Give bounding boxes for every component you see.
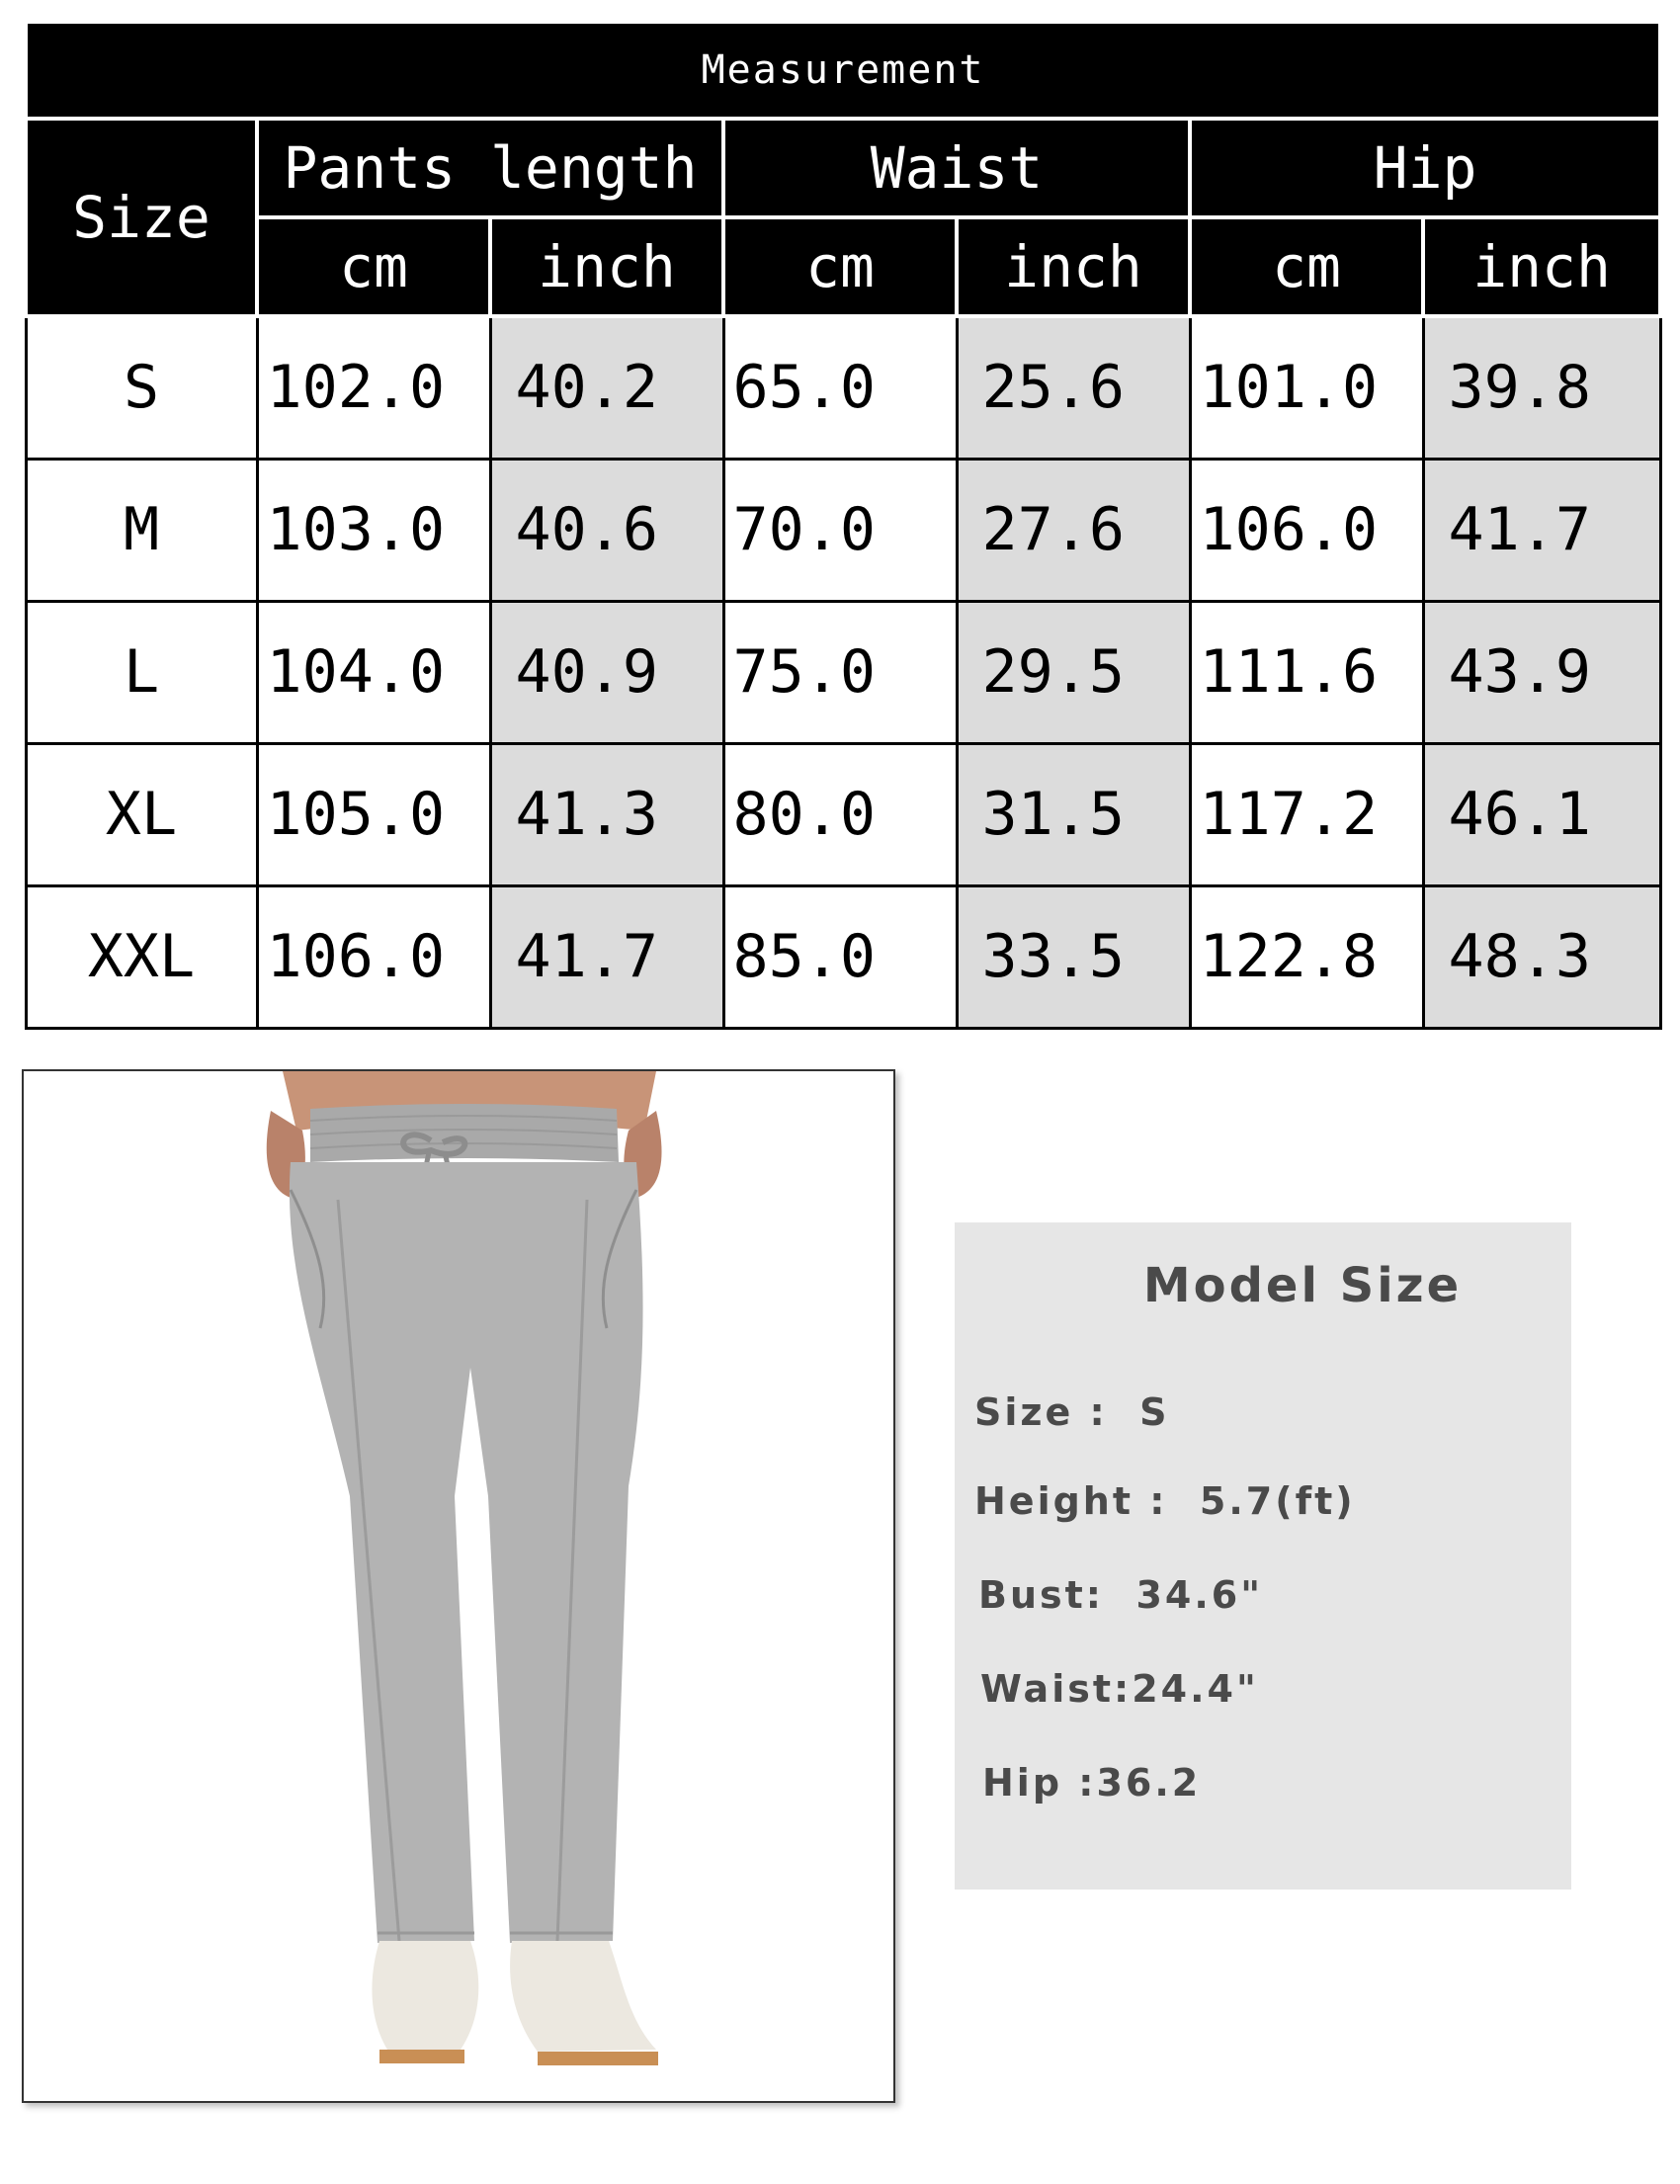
table-row bbox=[26, 316, 1660, 459]
unit-header-inch: inch bbox=[490, 217, 723, 316]
waist-inch-cell: 33.5 bbox=[957, 885, 1190, 1028]
hip-inch-cell: 48.3 bbox=[1423, 885, 1660, 1028]
pants-length-cm-cell: 106.0 bbox=[257, 885, 490, 1028]
pants-length-inch-cell: 40.6 bbox=[490, 459, 723, 601]
waist-cm-cell: 80.0 bbox=[723, 743, 957, 885]
pants-length-inch-cell: 41.7 bbox=[490, 885, 723, 1028]
waist-cm-cell: 70.0 bbox=[723, 459, 957, 601]
model-waist-value: Waist:24.4" bbox=[980, 1667, 1259, 1711]
table-title: Measurement bbox=[26, 22, 1660, 119]
pants-length-cm-cell: 102.0 bbox=[257, 316, 490, 459]
pants-length-inch-cell: 41.3 bbox=[490, 743, 723, 885]
hip-header: Hip bbox=[1190, 119, 1660, 217]
model-size-title: Model Size bbox=[1142, 1258, 1463, 1313]
product-photo bbox=[22, 1069, 895, 2103]
pants-length-cm-cell: 105.0 bbox=[257, 743, 490, 885]
waist-inch-cell: 31.5 bbox=[957, 743, 1190, 885]
hip-cm-cell: 111.6 bbox=[1190, 601, 1423, 743]
size-column-header: Size bbox=[26, 119, 257, 316]
table-row bbox=[26, 459, 1660, 601]
waist-cm-cell: 85.0 bbox=[723, 885, 957, 1028]
waist-inch-cell: 29.5 bbox=[957, 601, 1190, 743]
waist-inch-cell: 25.6 bbox=[957, 316, 1190, 459]
model-size-value: Size : S bbox=[974, 1390, 1170, 1434]
model-size-card bbox=[955, 1222, 1571, 1890]
hip-inch-cell: 43.9 bbox=[1423, 601, 1660, 743]
hip-cm-cell: 122.8 bbox=[1190, 885, 1423, 1028]
size-cell: XXL bbox=[26, 885, 257, 1028]
table-row bbox=[26, 743, 1660, 885]
waist-header: Waist bbox=[723, 119, 1190, 217]
table-row bbox=[26, 885, 1660, 1028]
pants-length-cm-cell: 103.0 bbox=[257, 459, 490, 601]
waist-cm-cell: 75.0 bbox=[723, 601, 957, 743]
hip-inch-cell: 39.8 bbox=[1423, 316, 1660, 459]
waist-cm-cell: 65.0 bbox=[723, 316, 957, 459]
size-cell: S bbox=[26, 316, 257, 459]
hip-cm-cell: 106.0 bbox=[1190, 459, 1423, 601]
unit-header-inch: inch bbox=[957, 217, 1190, 316]
pants-length-cm-cell: 104.0 bbox=[257, 601, 490, 743]
size-cell: XL bbox=[26, 743, 257, 885]
hip-inch-cell: 41.7 bbox=[1423, 459, 1660, 601]
hip-cm-cell: 117.2 bbox=[1190, 743, 1423, 885]
model-bust-value: Bust: 34.6" bbox=[978, 1573, 1264, 1617]
unit-header-inch: inch bbox=[1423, 217, 1660, 316]
model-height-value: Height : 5.7(ft) bbox=[974, 1479, 1356, 1523]
pants-length-header: Pants length bbox=[257, 119, 723, 217]
hip-inch-cell: 46.1 bbox=[1423, 743, 1660, 885]
pants-illustration bbox=[24, 1071, 893, 2101]
hip-cm-cell: 101.0 bbox=[1190, 316, 1423, 459]
table-row bbox=[26, 601, 1660, 743]
model-hip-value: Hip :36.2 bbox=[982, 1761, 1202, 1805]
waist-inch-cell: 27.6 bbox=[957, 459, 1190, 601]
unit-header-cm: cm bbox=[257, 217, 490, 316]
unit-header-cm: cm bbox=[1190, 217, 1423, 316]
size-cell: L bbox=[26, 601, 257, 743]
pants-length-inch-cell: 40.2 bbox=[490, 316, 723, 459]
size-cell: M bbox=[26, 459, 257, 601]
pants-length-inch-cell: 40.9 bbox=[490, 601, 723, 743]
unit-header-cm: cm bbox=[723, 217, 957, 316]
measurement-table bbox=[24, 20, 1662, 1030]
